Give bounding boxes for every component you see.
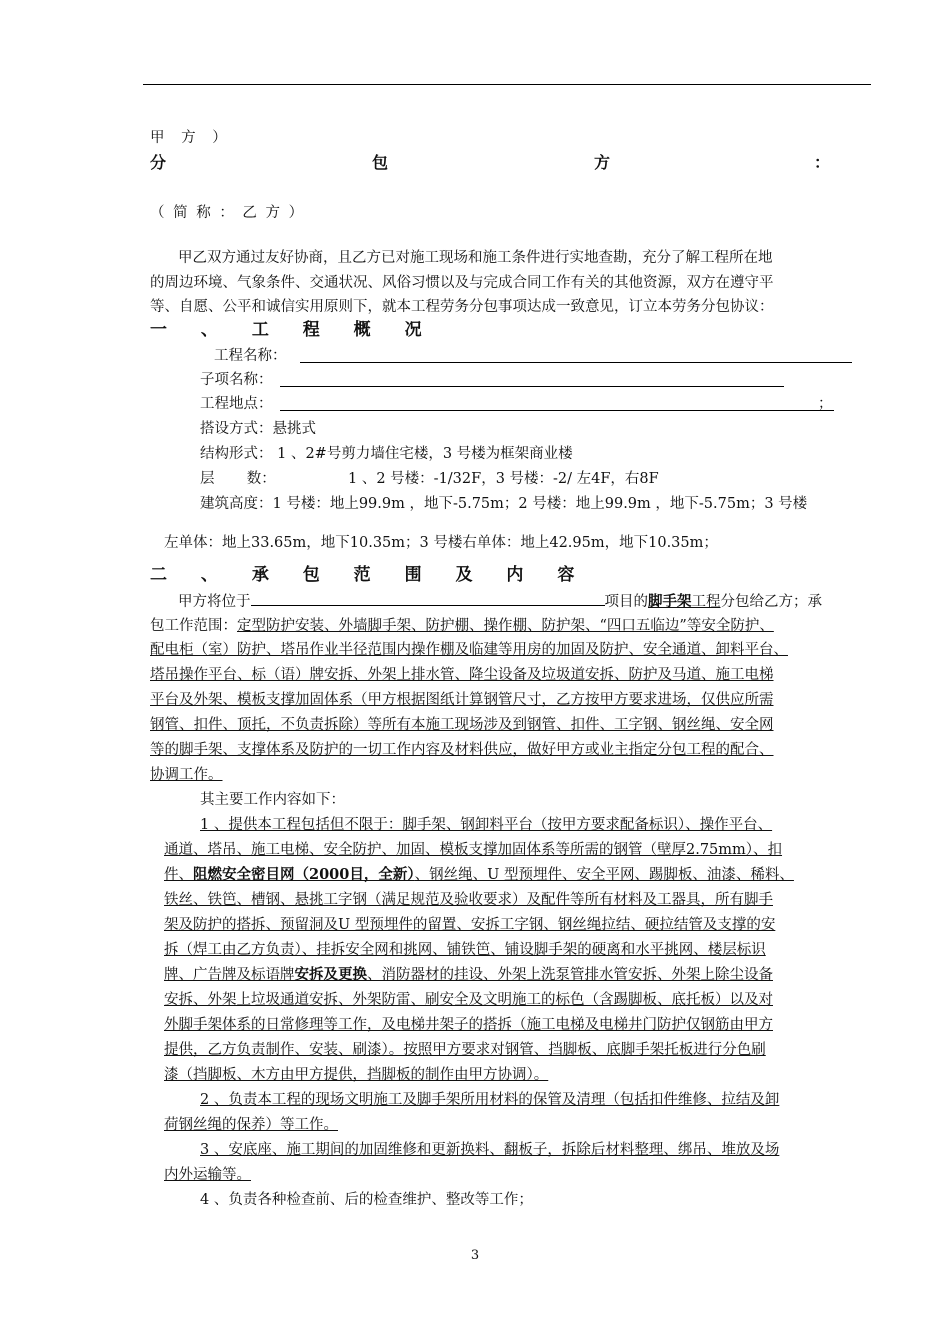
item-1-line-5: 架及防护的搭拆、预留洞及U 型预埋件的留置、安拆工字钢、钢丝绳拉结、硬拉结管及支撑的安 (164, 917, 776, 933)
scope-line-1-a: 甲方将位于 (178, 594, 251, 610)
item-1-line-8: 安拆、外架上垃圾通道安拆、外架防雷、刷安全及文明施工的标色（含踢脚板、底托板）以及对 (164, 992, 773, 1008)
project-location-field (251, 591, 605, 606)
scope-line-2 (150, 616, 774, 636)
item-3-line-2: 内外运输等。 (164, 1167, 251, 1183)
intro-line-3: 等、自愿、公平和诚信实用原则下，就本工程劳务分包事项达成一致意见，订立本劳务分包协议： (150, 299, 774, 315)
item-3-line-1: 3 、安底座、施工期间的加固维修和更新换料、翻板子，拆除后材料整理、绑吊、堆放及场 (200, 1142, 780, 1158)
subcontractor-char-3: 方 (594, 153, 611, 172)
scope-line-7: 等的脚手架、支撑体系及防护的一切工作内容及材料供应，做好甲方或业主指定分包工程的配合、 (150, 742, 774, 758)
intro-line-2: 的周边环境、气象条件、交通状况、风俗习惯以及与完成合同工作有关的其他资源，双方在遵守平 (150, 275, 774, 291)
sub-item-field (280, 386, 784, 387)
item-1-line-3-a: 件、 (164, 867, 193, 883)
scope-line-3: 配电柜（室）防护、塔吊作业半径范围内操作棚及临建等用房的加固及防护、安全通道、卸料平台、 (150, 642, 788, 658)
location-label: 工程地点： (200, 396, 273, 412)
item-1-line-7 (164, 965, 773, 985)
scope-line-2-a: 包工作范围： (150, 618, 237, 634)
item-2-line-1: 2 、负责本工程的现场文明施工及脚手架所用材料的保管及清理（包括扣件维修、拉结及卸 (200, 1092, 780, 1108)
method-line: 搭设方式：悬挑式 (200, 421, 316, 437)
item-1-line-7-c: 、消防器材的挂设、外架上洗泵管排水管安拆、外架上除尘设备 (367, 967, 773, 983)
section-1-title: 一 、 工 程 概 况 (150, 320, 436, 340)
item-1-line-9: 外脚手架体系的日常修理等工作，及电梯井架子的搭拆（施工电梯及电梯井门防护仅钢筋由甲方 (164, 1017, 773, 1033)
scope-line-1 (178, 591, 822, 612)
intro-line-1: 甲乙双方通过友好协商，且乙方已对施工现场和施工条件进行实地查勘，充分了解工程所在地 (178, 250, 773, 266)
location-field (280, 410, 834, 411)
scope-line-6: 钢管、扣件、顶托，不负责拆除）等所有本施工现场涉及到钢管、扣件、工字钢、钢丝绳、安全网 (150, 717, 774, 733)
subcontractor-char-2: 包 (372, 153, 389, 172)
main-work-label: 其主要工作内容如下： (200, 792, 345, 808)
item-1-line-4: 铁丝、铁笆、槽钢、悬挑工字钢（满足规范及验收要求）及配件等所有材料及工器具，所有脚手 (164, 892, 773, 908)
item-1-line-7-a: 牌、广告牌及标语牌 (164, 967, 295, 983)
item-1-line-1: 1 、提供本工程包括但不限于：脚手架、钢卸料平台（按甲方要求配备标识）、操作平台、 (200, 817, 773, 833)
item-1-line-6: 拆（焊工由乙方负责）、挂拆安全网和挑网、铺铁笆、铺设脚手架的硬离和水平挑网、楼层标识 (164, 942, 766, 958)
subcontractor-char-1: 分 (150, 153, 167, 172)
subcontractor-char-4: ： (814, 153, 831, 172)
floors-label: 层 数： (200, 471, 276, 487)
item-1-line-7-b: 安拆及更换 (294, 966, 367, 983)
scope-line-4: 塔吊操作平台、标（语）牌安拆、外架上排水管、降尘设备及垃圾道安拆、防护及马道、施工电梯 (150, 667, 774, 683)
height-line-2: 左单体：地上33.65m，地下10.35m；3 号楼右单体：地上42.95m，地下10.35m； (164, 535, 718, 551)
project-name-label: 工程名称： (214, 348, 287, 364)
item-1-line-10: 提供，乙方负责制作、安装、刷漆）。按照甲方要求对钢管、挡脚板、底脚手架托板进行分色刷 (164, 1042, 766, 1058)
section-2-title: 二 、 承 包 范 围 及 内 容 (150, 565, 589, 585)
scope-line-8: 协调工作。 (150, 767, 223, 783)
item-2-line-2: 荷钢丝绳的保养）等工作。 (164, 1117, 338, 1133)
structure-line: 结构形式： 1 、2#号剪力墙住宅楼，3 号楼为框架商业楼 (200, 446, 573, 462)
page-number: 3 (470, 1248, 480, 1263)
location-tail: ； (818, 396, 833, 412)
item-1-line-3-c: 、钢丝绳、U 型预埋件、安全平网、踢脚板、油漆、稀料、 (414, 867, 794, 883)
item-1-line-11: 漆（挡脚板、木方由甲方提供，挡脚板的制作由甲方协调）。 (164, 1067, 549, 1083)
short-name-line: （ 简 称 ： 乙 方 ） (150, 205, 306, 221)
scope-line-5: 平台及外架、模板支撑加固体系（甲方根据图纸计算钢管尺寸，乙方按甲方要求进场，仅供应所需 (150, 692, 774, 708)
item-1-line-3 (164, 865, 794, 885)
item-1-line-2: 通道、塔吊、施工电梯、安全防护、加固、模板支撑加固体系等所需的钢管（壁厚2.75mm）、扣 (164, 842, 783, 858)
scope-line-1-e: 分包给乙方；承 (720, 594, 822, 610)
sub-item-label: 子项名称： (200, 372, 273, 388)
scope-line-1-d: 工程 (691, 594, 721, 610)
scope-line-1-c: 脚手架 (648, 593, 692, 610)
scope-line-1-b: 项目的 (604, 594, 648, 610)
item-4-line: 4 、负责各种检查前、后的检查维护、整改等工作； (200, 1192, 533, 1208)
floors-value: 1 、2 号楼：-1/32F，3 号楼：-2/ 左4F，右8F (348, 471, 659, 487)
item-1-line-3-b: 阻燃安全密目网（2000目，全新） (193, 866, 415, 883)
scope-line-2-b: 定型防护安装、外墙脚手架、防护棚、操作棚、防护架、“四口五临边”等安全防护、 (237, 618, 774, 634)
project-name-field (300, 362, 852, 363)
height-line-1: 建筑高度：1 号楼：地上99.9m ，地下-5.75m；2 号楼：地上99.9m ，地下-5.75m；3 号楼 (200, 496, 808, 512)
header-rule (143, 84, 871, 85)
party-a-line: 甲 方 ） (150, 130, 233, 146)
